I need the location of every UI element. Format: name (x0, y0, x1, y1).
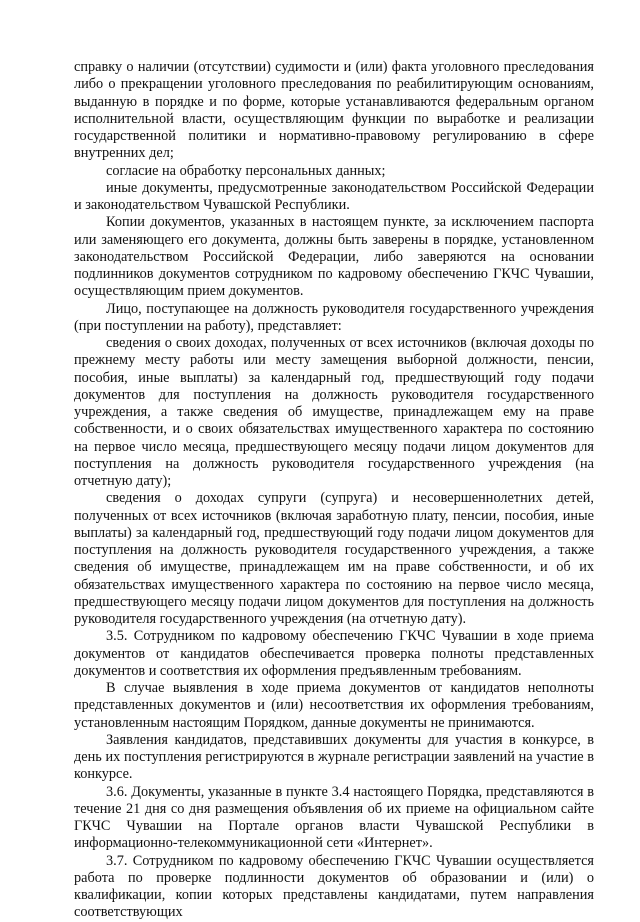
paragraph-family-income-info: сведения о доходах супруги (супруга) и несовершеннолетних детей, полученных от всех источников (включая заработную плату, пенсии, пособия, иные выплаты) за календарный год, предшествующий году подачи лицом документов для поступления на должность руководителя государственного учреждения, а также сведения об имуществе, принадлежащем им на праве собственности, и об их обязательствах имущественного характера по состоянию на первое число месяца, предшествующего месяцу подачи лицом документов для поступления на должность руководителя государственного учреждения (на отчетную дату). (74, 490, 594, 627)
paragraph-own-income-info: сведения о своих доходах, полученных от всех источников (включая доходы по прежнему месту работы или месту замещения выборной должности, пенсии, пособия, иные выплаты) за календарный год, предшествующий году подачи документов для поступления на должность руководителя государственного учреждения, а также сведения об имуществе, принадлежащем ему на праве собственности, и о своих обязательствах имущественного характера по состоянию на первое число месяца, предшествующего месяцу подачи лицом документов для поступления на должность руководителя государственного учреждения (на отчетную дату); (74, 335, 594, 489)
paragraph-section-3-5: 3.5. Сотрудником по кадровому обеспечению ГКЧС Чувашии в ходе приема документов от кандидатов обеспечивается проверка полноты представленных документов и соответствия их оформления предъявленным требованиям. (74, 628, 594, 679)
paragraph-personal-data-consent: согласие на обработку персональных данных; (106, 162, 386, 179)
document-page (74, 59, 594, 922)
paragraph-other-documents: иные документы, предусмотренные законодательством Российской Федерации и законодательством Чувашской Республики. (74, 179, 594, 213)
paragraph-section-3-7: 3.7. Сотрудником по кадровому обеспечению ГКЧС Чувашии осуществляется работа по проверке подлинности документов об образовании и (или) о квалификации, копии которых представлены кандидатами, путем направления соответствующих (74, 852, 594, 921)
paragraph-application-registration: Заявления кандидатов, представивших документы для участия в конкурсе, в день их поступления регистрируются в журнале регистрации заявлений на участие в конкурсе. (74, 731, 594, 783)
paragraph-document-copies: Копии документов, указанных в настоящем пункте, за исключением паспорта или заменяющего его документа, должны быть заверены в порядке, установленном законодательством Российской Федерации, либо заверяются на основании подлинников документов сотрудником по кадровому обеспечению ГКЧС Чувашии, осуществляющим прием документов. (74, 214, 594, 300)
paragraph-section-3-6: 3.6. Документы, указанные в пункте 3.4 настоящего Порядка, представляются в течение 21 дня со дня размещения объявления об их приеме на официальном сайте ГКЧС Чувашии на Портале органов власти Чувашской Республики в информационно-телекоммуникационной сети «Интернет». (74, 783, 594, 852)
paragraph-incomplete-documents: В случае выявления в ходе приема документов от кандидатов неполноты представленных документов и (или) несоответствия их оформления требованиям, установленным настоящим Порядком, данные документы не принимаются. (74, 680, 594, 731)
paragraph-criminal-record-certificate: справку о наличии (отсутствии) судимости и (или) факта уголовного преследования либо о прекращении уголовного преследования по реабилитирующим основаниям, выданную в порядке и по форме, которые устанавливаются федеральным органом исполнительной власти, осуществляющим функции по выработке и реализации государственной политики и нормативно-правовому регулированию в сфере внутренних дел; (74, 59, 594, 162)
paragraph-head-position-applicant: Лицо, поступающее на должность руководителя государственного учреждения (при поступлении на работу), представляет: (74, 300, 594, 334)
